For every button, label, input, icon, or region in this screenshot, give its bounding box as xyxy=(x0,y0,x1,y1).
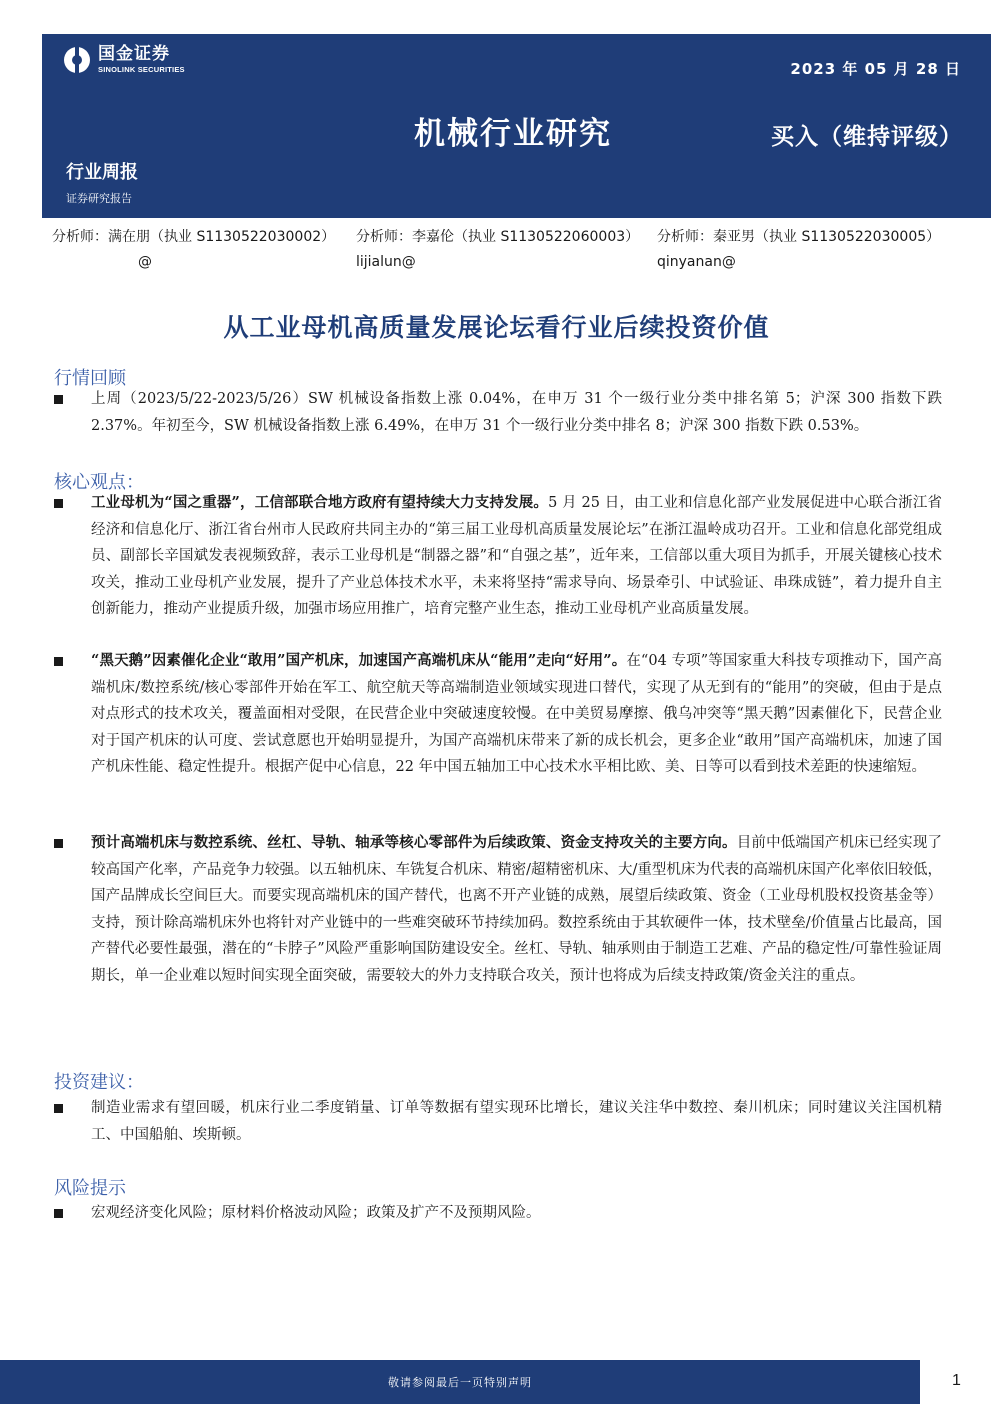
bullet-text: 上周（2023/5/22-2023/5/26）SW 机械设备指数上涨 0.04%，在申万 31 个一级行业分类中排名第 5；沪深 300 指数下跌 2.37%。年初至今，SW 机械设备指数上涨 6.49%，在申万 31 个一级行业分类中排名 8；沪深 300 指数下跌 0.53%。 xyxy=(91,391,942,434)
bullet-item xyxy=(54,648,942,781)
bullet-item xyxy=(54,490,942,623)
bullet-item xyxy=(54,1200,942,1227)
bullet-item xyxy=(54,830,942,989)
section-heading-core-views: 核心观点： xyxy=(54,472,144,493)
analyst-item xyxy=(52,226,335,270)
company-logo xyxy=(64,46,185,74)
logo-cn-text: 国金证券 xyxy=(98,44,170,64)
bullet-lead: “黑天鹅”因素催化企业“敢用”国产机床，加速国产高端机床从“能用”走向“好用”。 xyxy=(91,652,627,669)
bullet-lead: 工业母机为“国之重器”，工信部联合地方政府有望持续大力支持发展。 xyxy=(91,494,549,511)
bullet-lead: 预计高端机床与数控系统、丝杠、导轨、轴承等核心零部件为后续政策、资金支持攻关的主要方向。 xyxy=(91,834,737,851)
report-subtype: 证券研究报告 xyxy=(66,192,132,205)
analyst-email[interactable]: @ xyxy=(138,254,152,270)
analyst-name: 分析师：满在朋（执业 S1130522030002） xyxy=(52,229,336,245)
industry-title: 机械行业研究 xyxy=(414,116,612,152)
analyst-email[interactable]: qinyanan@ xyxy=(657,254,736,270)
bullet-item xyxy=(54,386,942,439)
rating-badge: 买入（维持评级） xyxy=(771,124,963,150)
analyst-name: 分析师：秦亚男（执业 S1130522030005） xyxy=(657,229,941,245)
logo-en-text: SINOLINK SECURITIES xyxy=(98,65,185,74)
page-number: 1 xyxy=(952,1372,961,1389)
report-header xyxy=(42,34,991,218)
disclaimer-note: 敬请参阅最后一页特别声明 xyxy=(388,1376,532,1389)
page-footer xyxy=(0,1360,993,1404)
document-title: 从工业母机高质量发展论坛看行业后续投资价值 xyxy=(223,313,770,342)
bullet-text: 5 月 25 日，由工业和信息化部产业发展促进中心联合浙江省经济和信息化厅、浙江省台州市人民政府共同主办的“第三届工业母机高质量发展论坛”在浙江温岭成功召开。工业和信息化部党组成员、副部长辛国斌发表视频致辞，表示工业母机是“制器之器”和“自强之基”，近年来，工信部以重大项目为抓手，开展关键核心技术攻关，推动工业母机产业发展，提升了产业总体技术水平，未来将坚持“需求导向、场景牵引、中试验证、串珠成链”，着力提升自主创新能力，推动产业提质升级，加强市场应用推广，培育完整产业生态，推动工业母机产业高质量发展。 xyxy=(91,495,942,617)
report-type: 行业周报 xyxy=(66,162,138,183)
analyst-item xyxy=(657,226,940,270)
bullet-text: 在“04 专项”等国家重大科技专项推动下，国产高端机床/数控系统/核心零部件开始在军工、航空航天等高端制造业领域实现进口替代，实现了从无到有的“能用”的突破，但由于是点对点形式的技术攻关，覆盖面相对受限，在民营企业中突破速度较慢。在中美贸易摩擦、俄乌冲突等“黑天鹅”因素催化下，民营企业对于国产机床的认可度、尝试意愿也开始明显提升，为国产高端机床带来了新的成长机会，更多企业“敢用”国产高端机床，加速了国产机床性能、稳定性提升。根据产促中心信息，22 年中国五轴加工中心技术水平相比欧、美、日等可以看到技术差距的快速缩短。 xyxy=(91,653,942,775)
analyst-item xyxy=(356,226,639,270)
bullet-text: 制造业需求有望回暖，机床行业二季度销量、订单等数据有望实现环比增长，建议关注华中数控、秦川机床；同时建议关注国机精工、中国船舶、埃斯顿。 xyxy=(91,1100,942,1143)
analyst-list xyxy=(42,226,972,286)
section-heading-investment: 投资建议： xyxy=(54,1072,144,1093)
bullet-text: 目前中低端国产机床已经实现了较高国产化率，产品竞争力较强。以五轴机床、车铣复合机床、精密/超精密机床、大/重型机床为代表的高端机床国产化率依旧较低，国产品牌成长空间巨大。而要实现高端机床的国产替代，也离不开产业链的成熟，展望后续政策、资金（工业母机股权投资基金等）支持，预计除高端机床外也将针对产业链中的一些难突破环节持续加码。数控系统由于其软硬件一体，技术壁垒/价值量占比最高，国产替代必要性最强，潜在的“卡脖子”风险严重影响国防建设安全。丝杠、导轨、轴承则由于制造工艺难、产品的稳定性/可靠性验证周期长，单一企业难以短时间实现全面突破，需要较大的外力支持联合攻关，预计也将成为后续支持政策/资金关注的重点。 xyxy=(91,835,942,984)
section-heading-risk: 风险提示 xyxy=(54,1178,126,1199)
section-heading-market-review: 行情回顾 xyxy=(54,368,126,389)
bullet-text: 宏观经济变化风险；原材料价格波动风险；政策及扩产不及预期风险。 xyxy=(91,1205,541,1221)
bullet-item xyxy=(54,1095,942,1148)
sinolink-logo-icon xyxy=(64,47,90,73)
report-date: 2023 年 05 月 28 日 xyxy=(790,60,961,78)
analyst-name: 分析师：李嘉伦（执业 S1130522060003） xyxy=(356,229,640,245)
analyst-email[interactable]: lijialun@ xyxy=(356,254,416,270)
